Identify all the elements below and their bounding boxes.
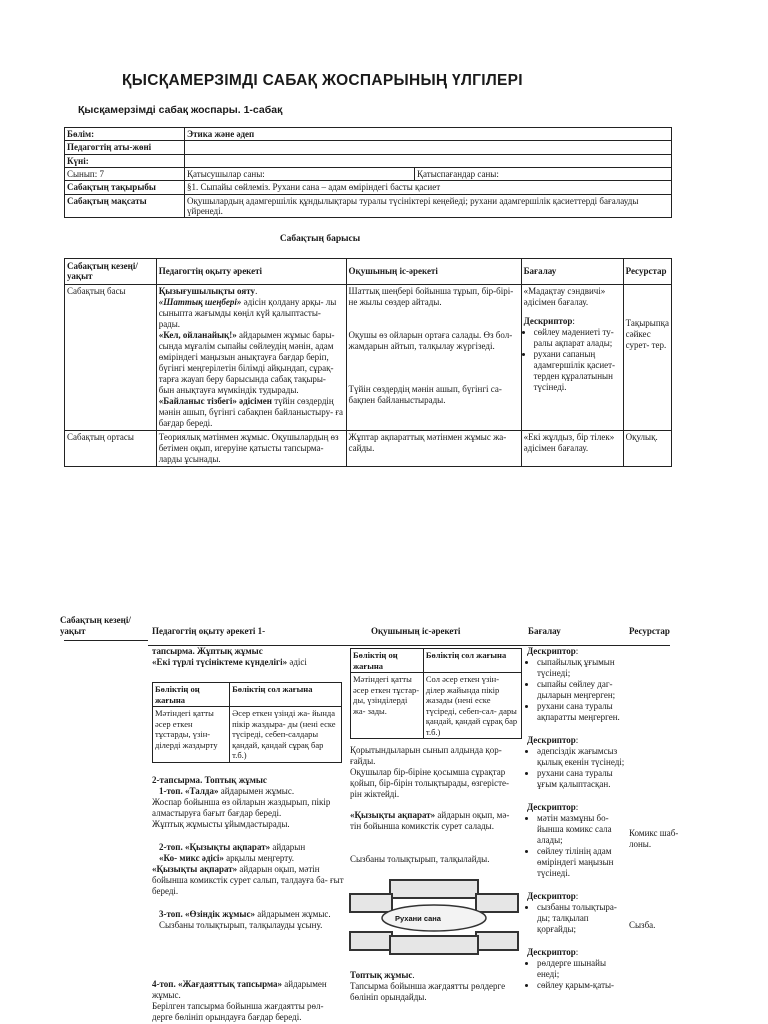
date-label: Күні: xyxy=(65,154,185,167)
table-header-row xyxy=(65,259,672,285)
resources-start-cell xyxy=(623,284,671,430)
list-item: • мәтін мазмұны бо- йынша комикс сала алады; xyxy=(537,813,625,846)
divider xyxy=(64,640,148,641)
task-2-type: . Топтық жұмыс xyxy=(200,774,267,785)
paragraph: Оқушы өз ойларын ортаға салады. Өз бол- жамдарын айтып, талқылау жүргізеді. xyxy=(348,329,513,351)
descriptor-list xyxy=(527,657,625,723)
paragraph: Оқушылар бір-біріне қосымша сұрақтар қойып, бір-бірін толықтырады, өзгерісте- рін жіктейді. xyxy=(350,767,510,799)
right-part-header: Бөліктің оң жағына xyxy=(153,683,230,707)
paragraph: Тақырыпқа сәйкес сурет- тер. xyxy=(625,317,669,350)
descriptor-label: Дескриптор xyxy=(527,735,576,745)
descriptor-list xyxy=(527,902,625,935)
lesson-subtitle: Қысқамерзімді сабақ жоспары. 1-сабақ xyxy=(78,104,283,116)
descriptor-list xyxy=(527,813,625,879)
assessment-start-cell: «Мадақтау сэндвичі» әдісімен бағалау. Дескриптор: • сөйлеу мәдениеті ту- ралы ақпарат алады; • рухани сапаның адамгершілік қасиет- терден құралатынын түсінеді. xyxy=(521,284,623,430)
list-item: • әдепсіздік жағымсыз қылық екенін түсінеді; xyxy=(537,746,625,768)
list-item: • рухани сапаның адамгершілік қасиет- терден құралатынын түсінеді. xyxy=(534,349,621,393)
group-1-heading: 1-топ. «Талда» xyxy=(159,785,219,796)
group-2-heading: 2-топ. «Қызықты ақпарат» xyxy=(159,841,271,852)
student-middle-cell: Жұптар ақпараттық мәтінмен жұмыс жа- сайды. xyxy=(346,430,521,466)
group-3-heading: 3-топ. «Өзіндік жұмыс» xyxy=(159,908,255,919)
group-work-heading: Топтық жұмыс xyxy=(350,970,413,980)
list-item: • рөлдерге шынайы енеді; xyxy=(537,958,625,980)
stage-header-2: Сабақтың кезеңі/ уақыт xyxy=(60,615,131,636)
assessment-header: Бағалау xyxy=(521,259,623,285)
teacher-header: Педагогтің оқыту әрекеті xyxy=(156,259,346,285)
paragraph: Түйін сөздердің мәнін ашып, бүгінгі са- бақпен байланыстырады. xyxy=(348,383,502,405)
table-row xyxy=(65,154,672,167)
list-item: • сыпайы сөйлеу даг- дыларын меңгерген; xyxy=(537,679,625,701)
paragraph: әдісі xyxy=(287,657,307,667)
task-1-heading: тапсырма. Жұптық жұмыс xyxy=(152,646,263,656)
goal-value: Оқушылардың адамгершілік құндылықтары туралы түсініктері кеңейеді; рухани адамгершілік қасиеттерді бағалауды үйренеді. xyxy=(185,194,672,218)
pedagog-name-value xyxy=(185,141,672,154)
student-header: Оқушының іс-әрекеті xyxy=(346,259,521,285)
group-work-student: Топтық жұмыс. Тапсырма бойынша жағдаятты рөлдерге бөлініп орындайды. xyxy=(350,970,522,1003)
paragraph: Жұптық жұмысты ұйымдастырады. xyxy=(152,818,290,829)
assessment-column: Дескриптор: • сыпайылық ұғымын түсінеді; • сыпайы сөйлеу даг- дыларын меңгерген; • рухани сана туралы ақпаратты меңгерген. Дескриптор: • әдепсіздік жағымсыз қылық екенін түсінеді; • рухани сана туралы ұғым қалыптасқан. Дескриптор: • мәтін мазмұны бо- йынша комикс сала алады; • сөйлеу тілінің адам өміріндегі маңызын түсінеді. Дескриптор: • сызбаны толықтыра- ды; талқылап қорғайды; Дескриптор: • рөлдерге шынайы енеді; • сөйлеу қарым-қаты- xyxy=(527,646,625,991)
paragraph: «Мадақтау сэндвичі» әдісімен бағалау. xyxy=(523,285,606,307)
list-item: • рухани сана туралы ақпаратты меңгерген. xyxy=(537,701,625,723)
assessment-header-2: Бағалау xyxy=(528,626,561,636)
resource-comic-template: Комикс шаб- лоны. xyxy=(629,828,679,849)
table-row xyxy=(65,168,672,181)
class-label: Сынып: 7 xyxy=(65,168,185,181)
list-item: • сыпайылық ұғымын түсінеді; xyxy=(537,657,625,679)
paragraph: айдарымен жұмыс бары- сында мұғалім сыпайы сөйлеудің мәнін, адам өміріндегі маңызын анықтауға бағдар беріп, бүгінгі меңгерілетін білімді айқындап, сұрақ- тарға жауап беру барысында сабақ тақыры- бын анықтауға мүмкіндік тудырады. xyxy=(158,329,335,395)
paragraph: айдарымен жұмыс. xyxy=(254,908,331,919)
absent-count: Қатыспағандар саны: xyxy=(415,168,672,181)
diary-table-student xyxy=(350,648,522,739)
table-cell: Сол әсер еткен үзін- ділер жайында пікір жазады (нені еске түсіреді, себеп-сал- дары қандай, қандай сұрақ бар т.б.) xyxy=(423,673,521,739)
teacher-start-heading: Қызығушылықты ояту xyxy=(158,285,256,296)
paragraph: Сызбаны толықтырып, талқылайды. xyxy=(350,854,490,864)
participants-count: Қатысушылар саны: xyxy=(185,168,415,181)
lesson-flow-table xyxy=(64,258,672,467)
table-row xyxy=(65,181,672,194)
group-4-heading: 4-топ. «Жағдаяттық тапсырма» xyxy=(152,978,283,989)
table-row xyxy=(153,683,342,707)
resources-header: Ресурстар xyxy=(623,259,671,285)
stage-start: Сабақтың басы xyxy=(65,284,157,430)
teacher-header-2: Педагогтің оқыту әрекеті 1- xyxy=(152,626,266,636)
page-title: ҚЫСҚАМЕРЗІМДІ САБАҚ ЖОСПАРЫНЫҢ ҮЛГІЛЕРІ xyxy=(122,72,523,89)
resources-header-2: Ресурстар xyxy=(629,626,670,636)
table-row xyxy=(65,194,672,218)
left-part-header: Бөліктің сол жағына xyxy=(423,649,521,673)
diagram-box xyxy=(390,880,478,898)
table-row xyxy=(65,284,672,430)
diagram-box xyxy=(350,932,392,950)
resource-diagram: Сызба. xyxy=(629,920,656,930)
paragraph: айдарын оқып, мәтін бойынша комикстік сурет салып, талдауға ба- ғыт береді. xyxy=(152,863,344,896)
topic-value: §1. Сыпайы сөйлеміз. Рухани сана – адам өміріндегі басты қасиет xyxy=(185,181,672,194)
paragraph: айдарын xyxy=(270,841,306,852)
descriptor-label: Дескриптор xyxy=(527,947,576,957)
table-row xyxy=(65,141,672,154)
topic-label: Сабақтың тақырыбы xyxy=(65,181,185,194)
table-row xyxy=(153,707,342,763)
paragraph: Тапсырма бойынша жағдаятты рөлдерге бөлініп орындайды. xyxy=(350,981,506,1002)
bolim-label: Бөлім: xyxy=(65,128,185,141)
descriptor-label: Дескриптор xyxy=(527,891,576,901)
table-row xyxy=(65,128,672,141)
method-name: «Қызықты ақпарат» xyxy=(152,863,238,874)
teacher-activity-column xyxy=(152,646,344,1023)
lesson-flow-heading: Сабақтың барысы xyxy=(279,234,361,244)
left-part-header: Бөліктің сол жағына xyxy=(230,683,342,707)
stage-middle: Сабақтың ортасы xyxy=(65,430,157,466)
paragraph: Шаттық шеңбері бойынша тұрып, бір-бірі- не жылы сөздер айтады. xyxy=(348,285,514,307)
table-row xyxy=(65,430,672,466)
method-name: «Кел, ойланайық!» xyxy=(158,329,237,340)
diagram-box xyxy=(350,894,392,912)
descriptor-list xyxy=(527,746,625,790)
paragraph: Қорытындыларын сынып алдында қор- ғайды. xyxy=(350,745,502,766)
method-name: «Ко- микс әдісі» xyxy=(159,852,224,863)
student-activity-column xyxy=(350,648,522,865)
list-item: • рухани сана туралы ұғым қалыптасқан. xyxy=(537,768,625,790)
bolim-value: Этика және әдеп xyxy=(185,128,672,141)
goal-label: Сабақтың мақсаты xyxy=(65,194,185,218)
diagram-box xyxy=(476,932,518,950)
right-part-header: Бөліктің оң жағына xyxy=(351,649,424,673)
paragraph: айдарын оқып, мә- тін бойынша комикстік сурет салады. xyxy=(350,810,510,831)
student-header-2: Оқушының іс-әрекеті xyxy=(371,626,461,636)
teacher-middle-cell: Теориялық мәтінмен жұмыс. Оқушылардың өз бетімен оқып, игеруіне қатысты тапсырма- ларды ұсынады. xyxy=(156,430,346,466)
diagram-box xyxy=(476,894,518,912)
student-start-cell xyxy=(346,284,521,430)
paragraph: айдарымен жұмыс. xyxy=(152,978,327,1000)
paragraph: айдарымен жұмыс. xyxy=(218,785,295,796)
descriptor-list xyxy=(527,958,625,991)
table-row xyxy=(351,673,522,739)
table-cell: Әсер еткен үзінді жа- йында пікір жаздыра- ды (нені еске түсіреді, себеп-салдары қандай, қандай сұрақ бар т.б.) xyxy=(230,707,342,763)
diagram-center-label: Рухани сана xyxy=(395,914,441,923)
paragraph: түйін сөздердің мәнін ашып, бүгінгі сабақпен байланыстыру- ға бағдар береді. xyxy=(158,395,344,428)
method-name: «Екі түрлі түсініктеме күнделігі» xyxy=(152,657,288,667)
date-value xyxy=(185,154,672,167)
descriptor-label: Дескриптор xyxy=(527,802,576,812)
method-name: «Шаттық шеңбері» xyxy=(158,296,242,307)
method-name: «Қызықты ақпарат» xyxy=(350,810,436,820)
table-row xyxy=(351,649,522,673)
stage-header: Сабақтың кезеңі/ уақыт xyxy=(65,259,157,285)
table-cell: Мәтіндегі қатты әсер еткен тұстар- ды, үзінділерді жа- зады. xyxy=(351,673,424,739)
list-item: • сөйлеу мәдениеті ту- ралы ақпарат алады; xyxy=(534,327,621,349)
table-cell: Мәтіндегі қатты әсер еткен тұстарды, үзін- ділерді жаздыртy xyxy=(153,707,230,763)
paragraph: әдісін қолдану арқы- лы сыныпта жағымды көңіл күй қалыптасты- рады. xyxy=(158,296,337,329)
list-item: • сөйлеу тілінің адам өміріндегі маңызын түсінеді. xyxy=(537,846,625,879)
paragraph: Сызбаны толықтырып, талқылауды ұсыну. xyxy=(159,919,323,930)
paragraph: арқылы меңгерту. xyxy=(223,852,294,863)
concept-diagram xyxy=(348,876,520,958)
resources-middle-cell: Оқулық. xyxy=(623,430,671,466)
diagram-box xyxy=(390,936,478,954)
paragraph: Жоспар бойынша өз ойларын жаздырып, пікір алмастыруға бағыт бағдар береді. xyxy=(152,796,331,818)
task-2-heading: 2-тапсырма xyxy=(152,774,201,785)
lesson-info-table xyxy=(64,127,672,218)
descriptor-label: Дескриптор xyxy=(527,646,576,656)
teacher-start-cell: Қызығушылықты ояту. «Шаттық шеңбері» әдісін қолдану арқы- лы сыныпта жағымды көңіл күй қалыптасты- рады. «Кел, ойланайық!» айдарымен жұмыс бары- сында мұғалім сыпайы сөйлеудің мәнін, адам өміріндегі маңызын анықтауға бағдар беріп, бүгінгі меңгерілетін білімді айқындап, сұрақ- тарға жауап беру барысында сабақ тақыры- бын анықтауға мүмкіндік тудырады. «Байланыс тізбегі» әдісімен түйін сөздердің мәнін ашып, бүгінгі сабақпен байланыстыру- ға бағдар береді. xyxy=(156,284,346,430)
list-item: • сызбаны толықтыра- ды; талқылап қорғайды; xyxy=(537,902,625,935)
method-name: «Байланыс тізбегі» әдісімен xyxy=(158,395,272,406)
diary-table-teacher xyxy=(152,682,342,763)
pedagog-name-label: Педагогтің аты-жөні xyxy=(65,141,185,154)
list-item: • сөйлеу қарым-қаты- xyxy=(537,980,625,991)
descriptor-list xyxy=(524,327,621,393)
descriptor-label: Дескриптор xyxy=(523,315,573,326)
paragraph: Берілген тапсырма бойынша жағдаятты рөл- дерге бөлініп орындауға бағдар береді. xyxy=(152,1000,324,1022)
assessment-middle-cell: «Екі жұлдыз, бір тілек» әдісімен бағалау. xyxy=(521,430,623,466)
